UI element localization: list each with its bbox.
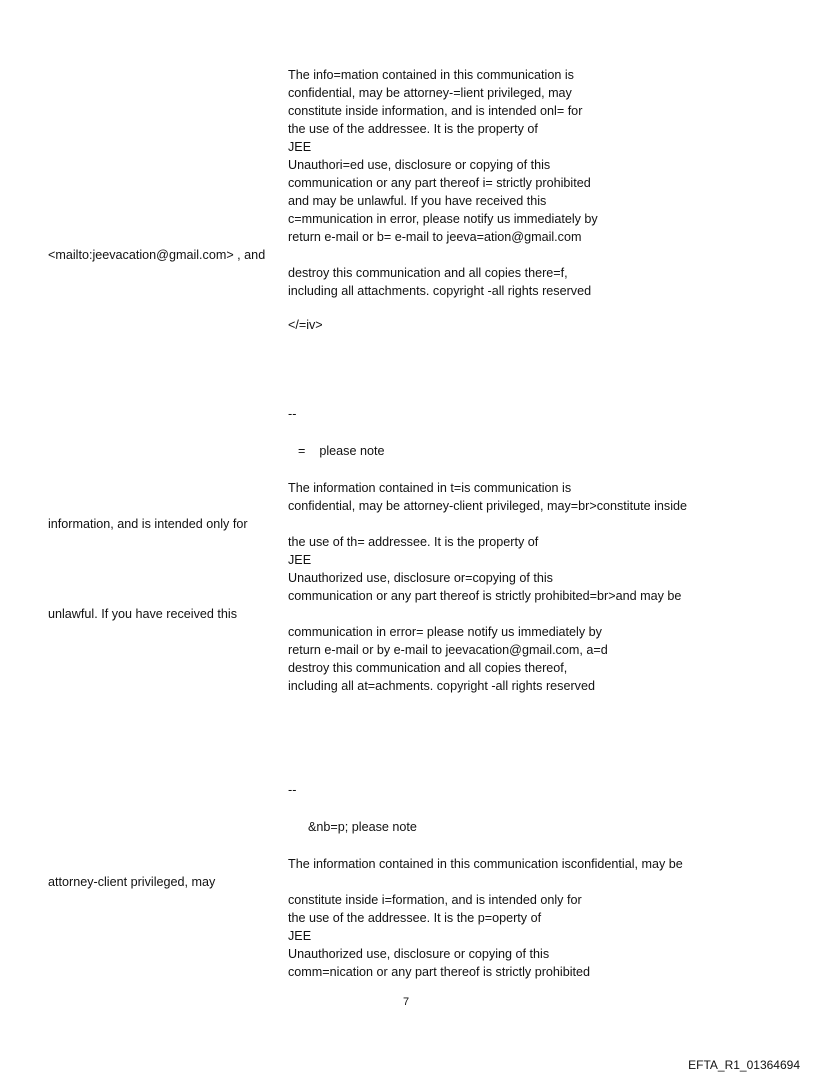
text-line: = please note [298,444,385,458]
text-line: information, and is intended only for [48,517,248,531]
text-line: </=iv> [288,318,323,332]
text-line: Unauthorized use, disclosure or copying of this [288,947,550,961]
text-line: the use of the addressee. It is the p=operty of [288,911,542,925]
text-line: communication or any part thereof i= strictly prohibited [288,176,591,190]
text-line: The info=mation contained in this communication is [288,68,574,82]
text-line: &nb=p; please note [308,820,417,834]
text-line: the use of the addressee. It is the property of [288,122,538,136]
text-line: JEE [288,929,312,943]
text-line: including all attachments. copyright -all rights reserved [288,284,592,298]
text-line: constitute inside i=formation, and is intended only for [288,893,582,907]
text-line: The information contained in this communication isconfidential, may be [288,857,683,871]
text-line: return e-mail or by e-mail to jeevacation@gmail.com, a=d [288,643,608,657]
text-line: JEE [288,140,312,154]
text-line: return e-mail or b= e-mail to jeeva=ation@gmail.com [288,230,582,244]
text-line: JEE [288,553,312,567]
text-line: destroy this communication and all copies there=f, [288,266,568,280]
text-line: and may be unlawful. If you have received this [288,194,547,208]
text-line: attorney-client privileged, may [48,875,216,889]
text-line: <mailto:jeevacation@gmail.com> , and [48,248,266,262]
document-id: EFTA_R1_01364694 [688,1058,800,1072]
text-line: The information contained in t=is communication is [288,481,572,495]
text-line: communication or any part thereof is strictly prohibited=br>and may be [288,589,682,603]
text-line: unlawful. If you have received this [48,607,238,621]
text-line: the use of th= addressee. It is the property of [288,535,539,549]
text-line: Unauthori=ed use, disclosure or copying of this [288,158,551,172]
text-line: including all at=achments. copyright -all rights reserved [288,679,595,693]
text-line: confidential, may be attorney-client privileged, may=br>constitute inside [288,499,688,513]
text-line: c=mmunication in error, please notify us immediately by [288,212,598,226]
separator: -- [288,783,297,797]
text-line: Unauthorized use, disclosure or=copying of this [288,571,553,585]
text-line: communication in error= please notify us immediately by [288,625,602,639]
text-line: constitute inside information, and is intended onl= for [288,104,583,118]
text-line: confidential, may be attorney-=lient privileged, may [288,86,572,100]
separator: -- [288,407,297,421]
text-line: comm=nication or any part thereof is strictly prohibited [288,965,591,979]
page-number: 7 [403,996,410,1008]
text-line: destroy this communication and all copies thereof, [288,661,568,675]
